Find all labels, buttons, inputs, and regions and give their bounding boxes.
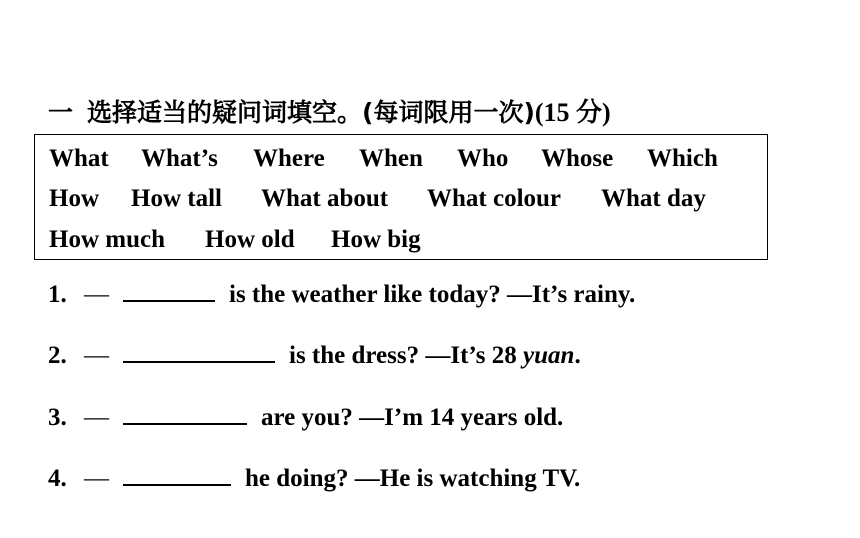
question-dash: — [84,281,109,308]
word-option: How [49,185,99,212]
word-option: Which [647,145,718,172]
word-option: How much [49,226,165,253]
answer-blank[interactable] [123,280,215,302]
word-option: How tall [131,185,222,212]
question-3 [48,403,563,432]
section-number: 一 [48,98,74,127]
word-option: How big [331,226,421,253]
question-dash: — [84,342,109,369]
question-dash: — [84,465,109,492]
question-number: 4. [48,465,67,492]
section-score: (15 分) [534,98,611,127]
answer-blank[interactable] [123,464,231,486]
word-option: Where [253,145,325,172]
question-2 [48,341,581,370]
section-instruction: 选择适当的疑问词填空。(每词限用一次) [87,98,535,127]
word-option: How old [205,226,295,253]
word-option: What [49,145,109,172]
question-punctuation: . [574,342,581,369]
question-text: is the weather like today? —It’s rainy. [229,281,636,308]
question-number: 2. [48,342,67,369]
answer-blank[interactable] [123,341,275,363]
word-option: What about [261,185,389,212]
word-option: Who [457,145,509,172]
word-option: What colour [427,185,562,212]
word-option: When [359,145,423,172]
answer-blank[interactable] [123,403,247,425]
question-text: he doing? —He is watching TV. [245,465,581,492]
question-1 [48,280,635,309]
question-text: are you? —I’m 14 years old. [261,404,564,431]
word-option: What day [601,185,706,212]
question-number: 1. [48,281,67,308]
question-number: 3. [48,404,67,431]
question-dash: — [84,404,109,431]
question-4 [48,464,580,493]
word-option: Whose [541,145,614,172]
section-heading [48,92,611,129]
question-italic-word: yuan [523,342,575,369]
word-option: What’s [141,145,218,172]
word-bank-box [34,134,768,260]
question-text: is the dress? —It’s 28 [289,342,524,369]
